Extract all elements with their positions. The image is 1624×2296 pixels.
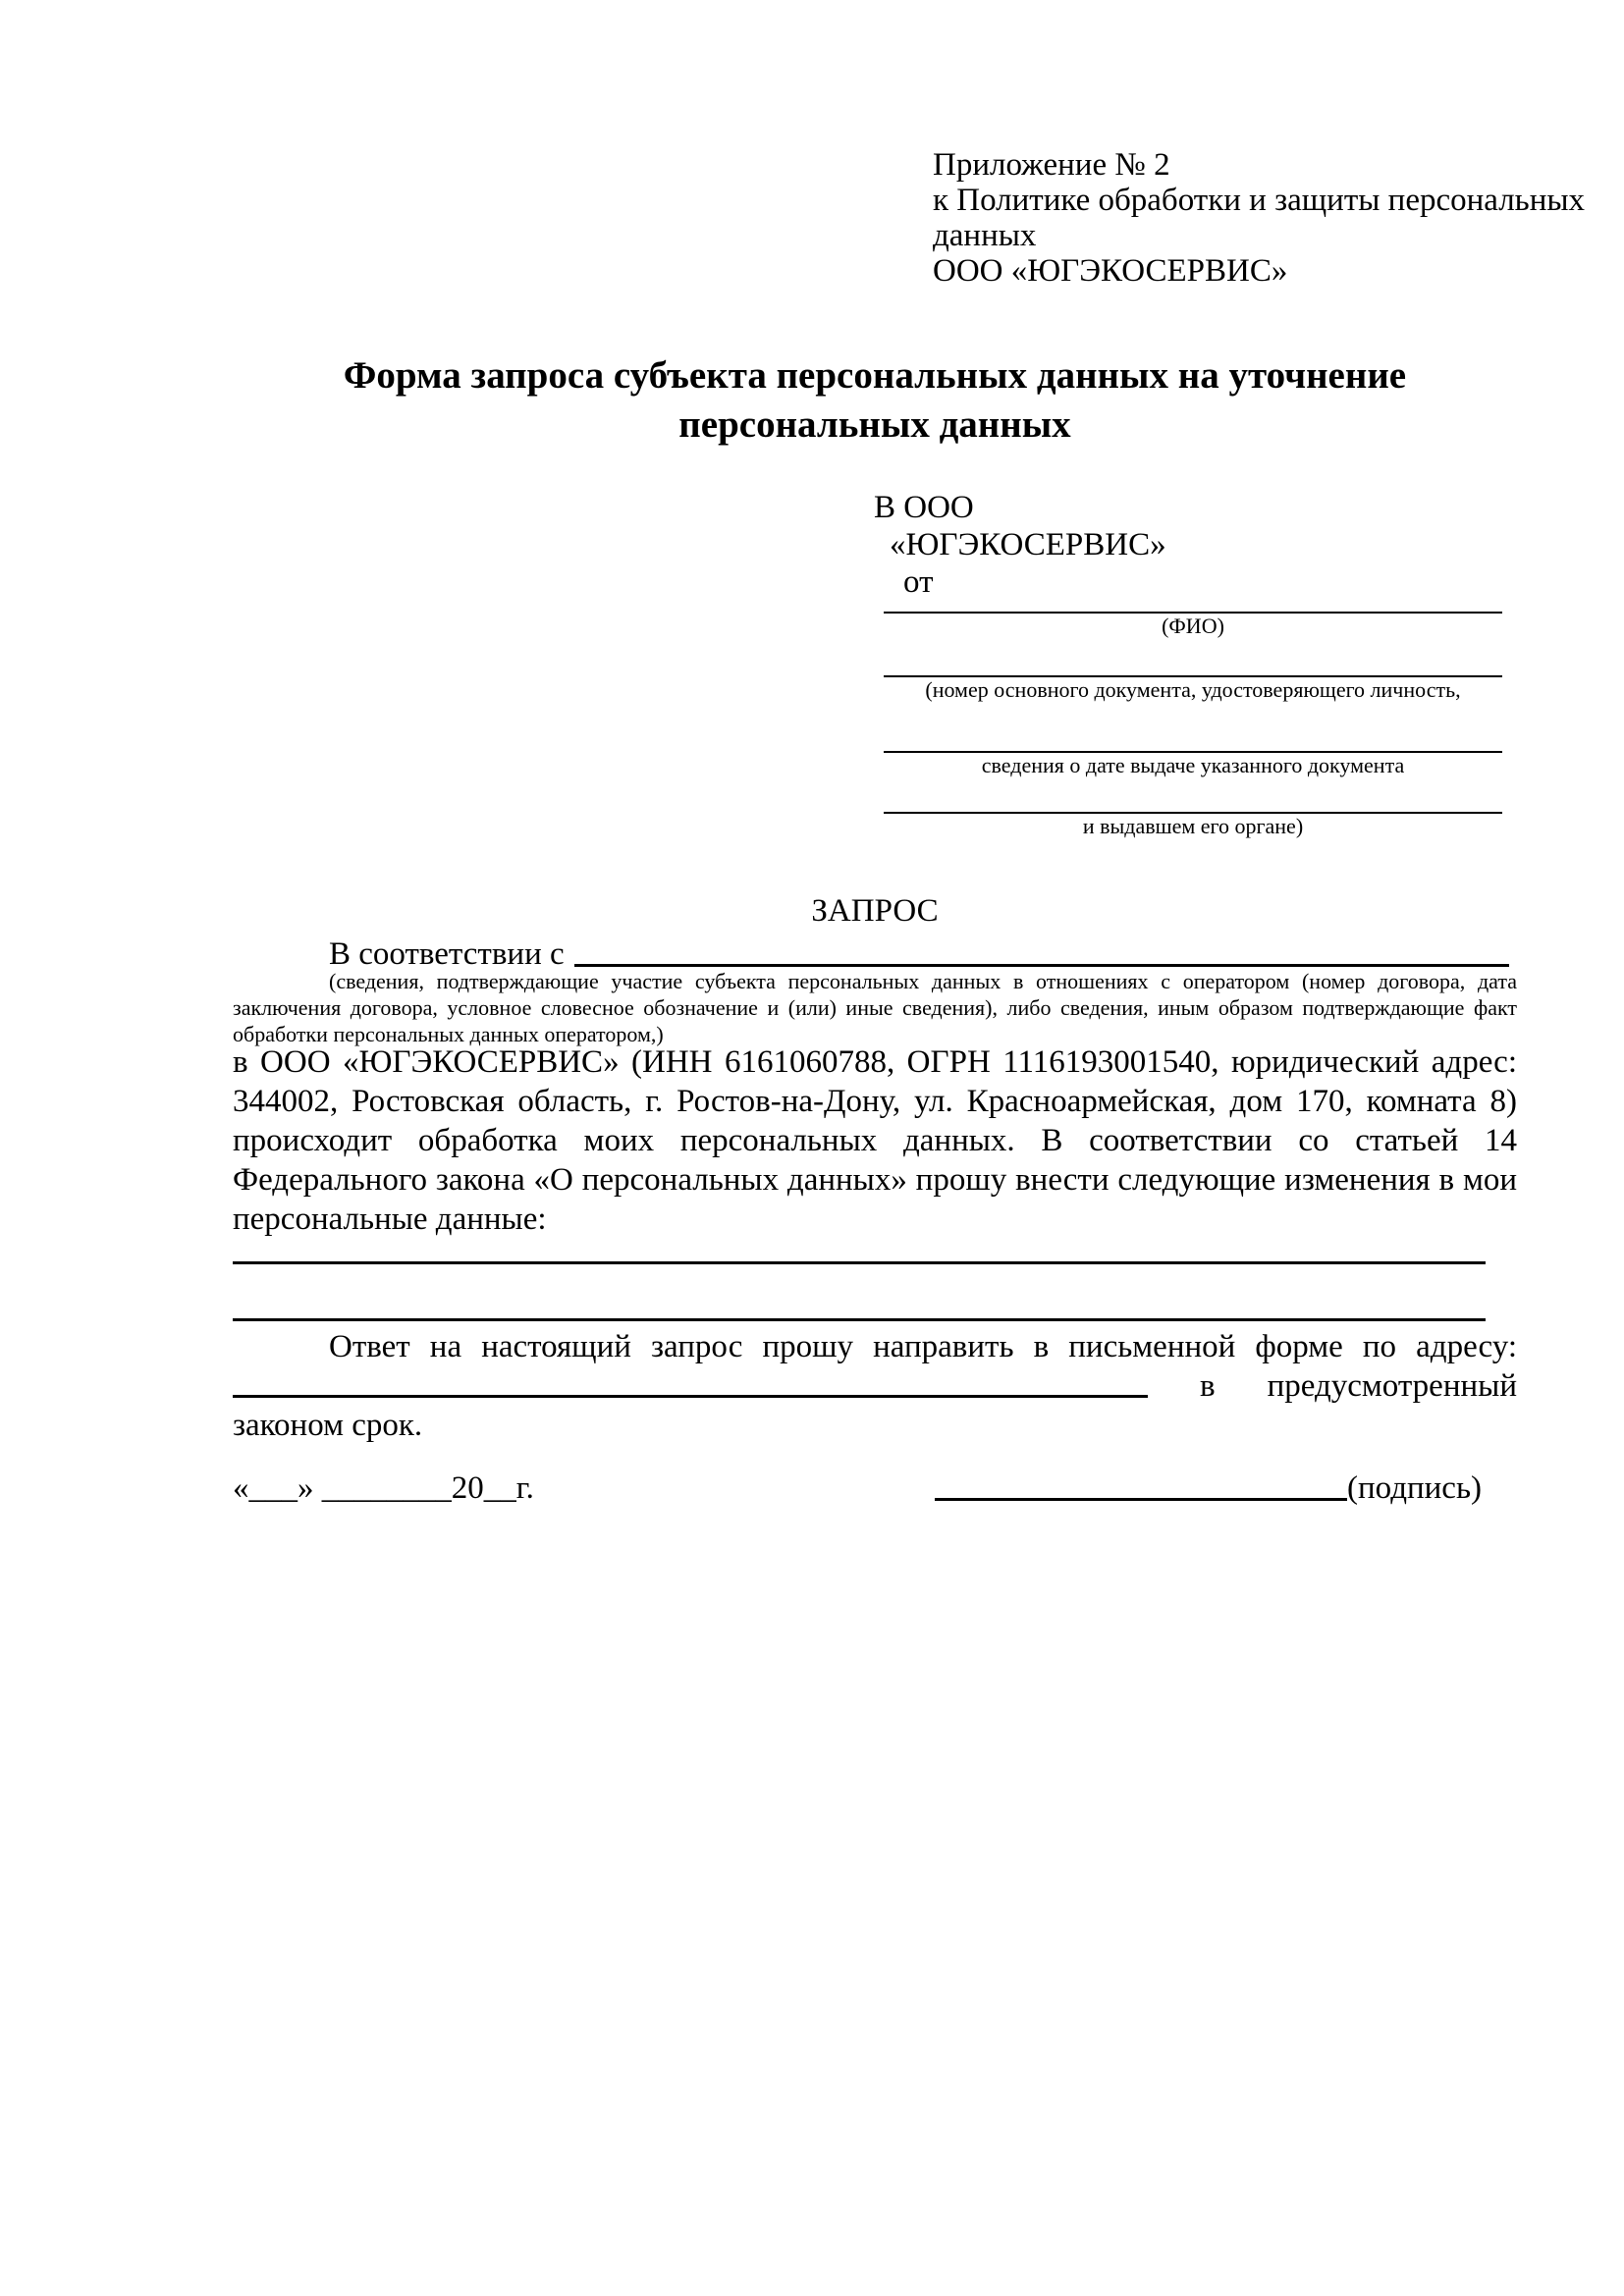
address-fill-line bbox=[233, 1363, 1148, 1398]
appendix-note bbox=[933, 147, 1586, 289]
document-number-field bbox=[884, 675, 1502, 703]
addressee-from-label: от bbox=[903, 564, 934, 600]
appendix-note-line: Приложение № 2 bbox=[933, 147, 1170, 183]
fio-field bbox=[884, 612, 1502, 639]
signature-caption: (подпись) bbox=[1347, 1470, 1482, 1506]
reply-line2 bbox=[233, 1366, 1517, 1406]
addressee-org-prefix: В ООО bbox=[874, 490, 974, 525]
issuing-authority-field bbox=[884, 812, 1502, 839]
accordance-label: В соответствии с bbox=[329, 936, 565, 972]
appendix-note-line: данных bbox=[933, 218, 1037, 253]
fill-in-line bbox=[574, 934, 1509, 967]
reply-paragraph bbox=[233, 1327, 1517, 1445]
fill-in-line bbox=[233, 1318, 1486, 1321]
request-heading: ЗАПРОС bbox=[811, 893, 939, 929]
field-caption: (ФИО) bbox=[1162, 614, 1224, 638]
reply-line1: Ответ на настоящий запрос прошу направить в письменной форме по адресу: bbox=[329, 1329, 1517, 1364]
reply-line3: законом срок. bbox=[233, 1408, 423, 1443]
field-caption: (номер основного документа, удостоверяющего личность, bbox=[925, 677, 1461, 702]
date-blank: «___» ________20__г. bbox=[233, 1470, 534, 1506]
addressee-org-name: «ЮГЭКОСЕРВИС» bbox=[890, 527, 1166, 562]
field-caption: сведения о дате выдаче указанного документа bbox=[981, 753, 1405, 777]
date-signature-row bbox=[233, 1468, 1517, 1508]
issue-date-field bbox=[884, 751, 1502, 778]
document-title: Форма запроса субъекта персональных данных на уточнение персональных данных bbox=[343, 354, 1407, 446]
reply-word-v: в bbox=[1200, 1368, 1216, 1404]
appendix-note-line: к Политике обработки и защиты персональных bbox=[933, 183, 1586, 218]
addressee-block bbox=[874, 489, 1510, 839]
request-body: в ООО «ЮГЭКОСЕРВИС» (ИНН 6161060788, ОГРН 1116193001540, юридический адрес: 344002, Ростовская область, г. Ростов-на-Дону, ул. Красноармейская, дом 170, комната 8) происходит обработка моих персональных данных. В соответствии со статьей 14 Федерального закона «О персональных данных» прошу внести следующие изменения в мои персональные данные: bbox=[233, 1044, 1517, 1237]
field-caption: и выдавшем его органе) bbox=[1082, 814, 1304, 838]
appendix-note-line: ООО «ЮГЭКОСЕРВИС» bbox=[933, 253, 1288, 289]
reply-word-predusmotrenny: предусмотренный bbox=[1267, 1368, 1517, 1404]
fill-in-line bbox=[233, 1261, 1486, 1264]
signature-line bbox=[935, 1468, 1347, 1501]
accordance-footnote: (сведения, подтверждающие участие субъекта персональных данных в отношениях с оператором (номер договора, дата заключения договора, условное словесное обозначение и (или) иные сведения), либо сведения, иным образом подтверждающие факт обработки персональных данных оператором,) bbox=[233, 969, 1517, 1046]
signature-group bbox=[935, 1468, 1482, 1508]
